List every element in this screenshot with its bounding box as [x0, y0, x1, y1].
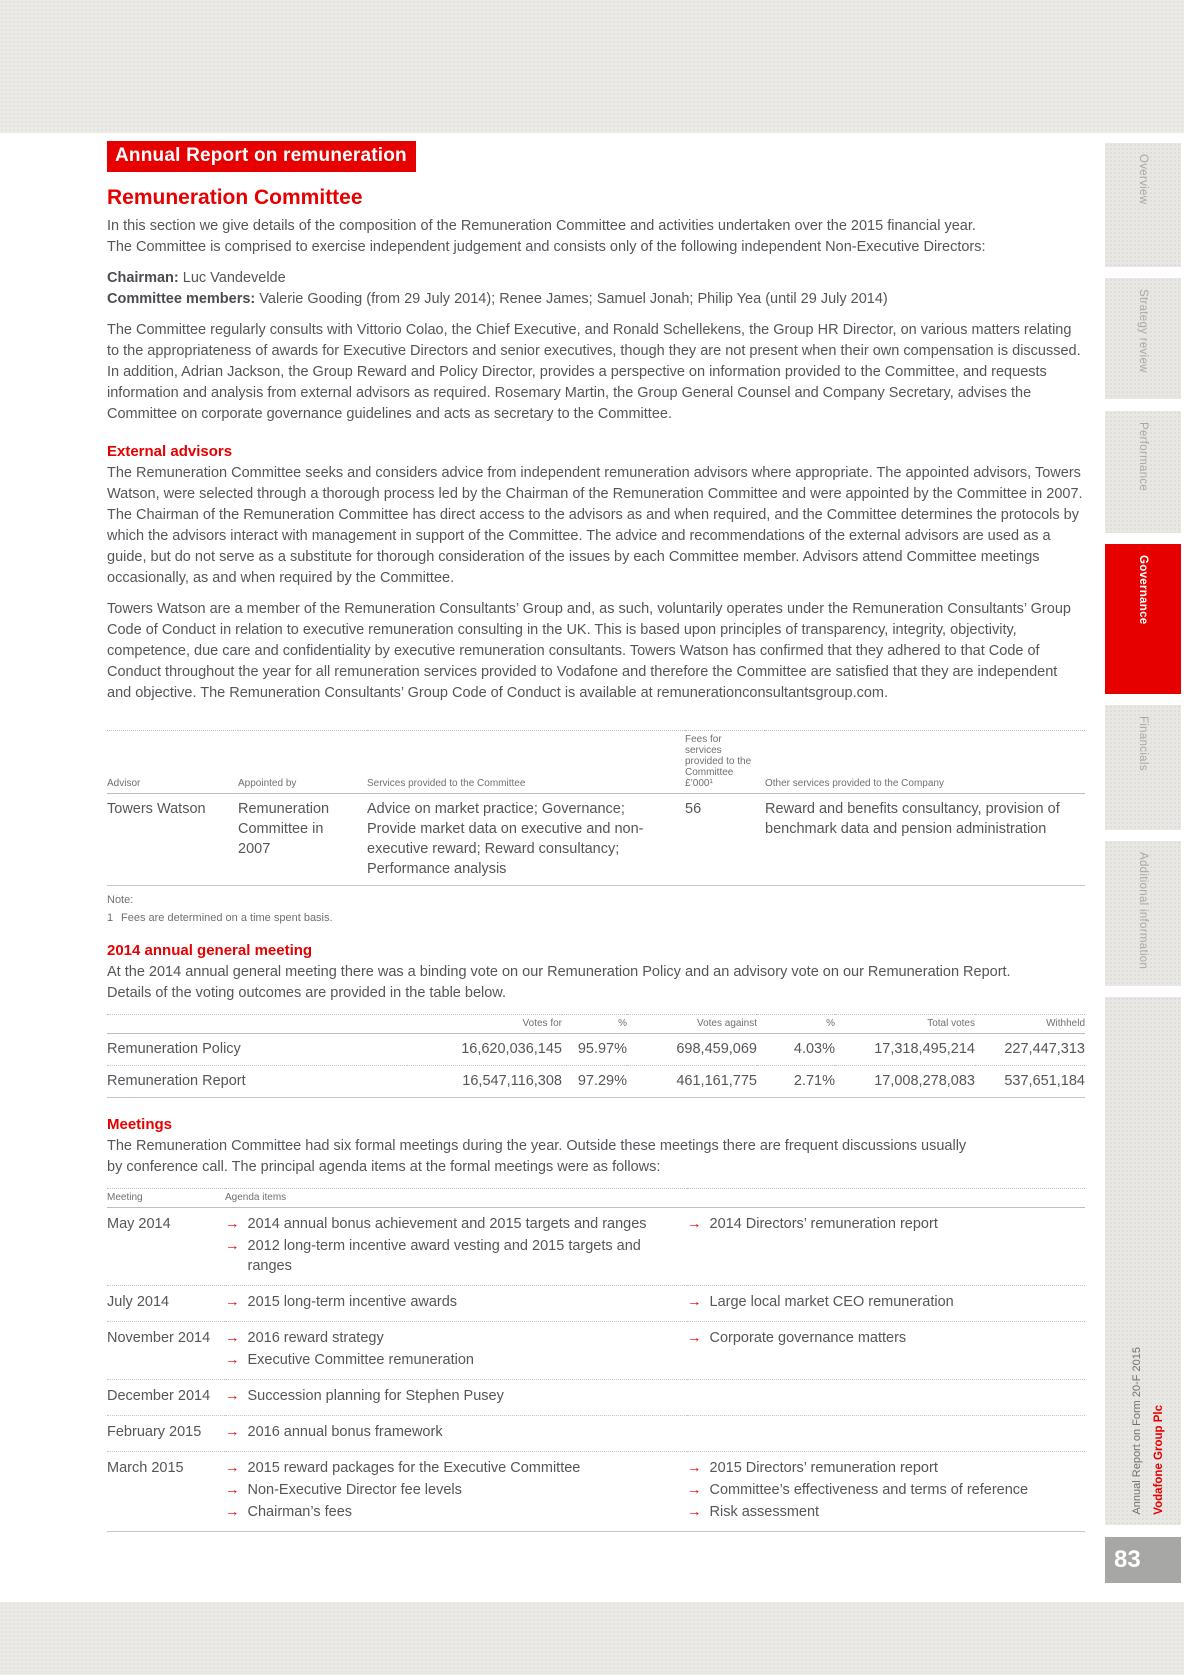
agenda-text: 2015 long-term incentive awards: [247, 1294, 458, 1310]
agenda-item: [687, 1292, 1077, 1312]
agenda-item: [225, 1422, 679, 1442]
header-empty: [107, 1015, 407, 1034]
header-other-services: Other services provided to the Company: [765, 731, 1085, 794]
cell-agenda-left: [225, 1416, 687, 1452]
meetings-line: The Remuneration Committee had six formal meetings during the year. Outside these meetings there are frequent discussions usually: [107, 1138, 967, 1154]
cell-agenda-right: [687, 1380, 1085, 1416]
arrow-right-icon: →: [687, 1216, 702, 1232]
arrow-right-icon: →: [687, 1294, 702, 1310]
top-margin-band: [0, 0, 1184, 133]
agm-heading: 2014 annual general meeting: [107, 942, 313, 959]
advisors-table-row: [107, 794, 1085, 886]
agm-line: At the 2014 annual general meeting there was a binding vote on our Remuneration Policy and an advisory vote on our Remuneration Report.: [107, 964, 1011, 980]
agenda-text: 2012 long-term incentive award vesting and 2015 targets and ranges: [247, 1238, 641, 1274]
agenda-item: [225, 1502, 679, 1522]
cell-meeting: February 2015: [107, 1416, 225, 1452]
members-names: Valerie Gooding (from 29 July 2014); Renee James; Samuel Jonah; Philip Yea (until 29 July 2014): [259, 291, 888, 307]
voting-row-policy: [107, 1034, 1085, 1066]
cell-other-services: Reward and benefits consultancy, provision of benchmark data and pension administration: [765, 794, 1085, 886]
agenda-item: [225, 1350, 679, 1370]
tab-financials-label: Financials: [1137, 716, 1149, 771]
header-fees: Fees for services provided to the Committee £’000¹: [685, 731, 765, 794]
agenda-text: Corporate governance matters: [709, 1330, 907, 1346]
header-total-votes: Total votes: [835, 1015, 975, 1034]
cell-pct-against: 4.03%: [757, 1034, 835, 1066]
tab-performance-label: Performance: [1137, 422, 1149, 492]
header-pct-against: %: [757, 1015, 835, 1034]
agenda-item: [687, 1214, 1077, 1234]
agenda-item: [687, 1458, 1077, 1478]
header-appointed-by: Appointed by: [238, 731, 367, 794]
arrow-right-icon: →: [225, 1504, 240, 1520]
cell-agenda-right: [687, 1452, 1085, 1532]
page-title: Remuneration Committee: [107, 186, 363, 209]
cell-agenda-right: [687, 1322, 1085, 1380]
footer-report-title: Annual Report on Form 20-F 2015: [1131, 1347, 1143, 1515]
cell-agenda-right: [687, 1208, 1085, 1286]
header-services: Services provided to the Committee: [367, 731, 685, 794]
cell-meeting: December 2014: [107, 1380, 225, 1416]
cell-pct-for: 97.29%: [562, 1066, 627, 1098]
tab-financials[interactable]: [1105, 705, 1181, 830]
header-meeting: Meeting: [107, 1189, 225, 1208]
agenda-item: [225, 1386, 679, 1406]
chairman-name: Luc Vandevelde: [182, 270, 286, 286]
members-label: Committee members:: [107, 291, 256, 307]
page-number: 83: [1114, 1546, 1141, 1573]
arrow-right-icon: →: [225, 1424, 240, 1440]
voting-row-report: [107, 1066, 1085, 1098]
tab-performance[interactable]: [1105, 411, 1181, 533]
intro-paragraph: [107, 216, 1085, 258]
chairman-label: Chairman:: [107, 270, 179, 286]
note-label: Note:: [107, 894, 134, 906]
agenda-item: [225, 1214, 679, 1234]
external-advisors-paragraph-2: Towers Watson are a member of the Remuneration Consultants’ Group and, as such, voluntarily operates under the Remuneration Consultants’ Group Code of Conduct in relation to executive remuneration consulting in the UK. This is based upon principles of transparency, integrity, objectivity, competence, due care and confidentiality by executive remuneration consultants. Towers Watson has confirmed that they adhered to that Code of Conduct throughout the year for all remuneration services provided to Vodafone and therefore the Committee are satisfied that they are independent and objective. The Remuneration Consultants’ Group Code of Conduct is available at remunerationconsultantsgroup.com.: [107, 601, 1071, 701]
cell-votes-against: 698,459,069: [627, 1034, 757, 1066]
cell-appointed-by: Remuneration Committee in 2007: [238, 794, 367, 886]
agenda-item: [687, 1328, 1077, 1348]
arrow-right-icon: →: [225, 1216, 240, 1232]
cell-meeting: March 2015: [107, 1452, 225, 1532]
agenda-text: Succession planning for Stephen Pusey: [247, 1388, 504, 1404]
agenda-text: 2015 reward packages for the Executive Committee: [247, 1460, 581, 1476]
header-agenda: Agenda items: [225, 1189, 687, 1208]
agenda-text: Large local market CEO remuneration: [709, 1294, 954, 1310]
advisors-table-header-row: [107, 731, 1085, 794]
arrow-right-icon: →: [687, 1504, 702, 1520]
voting-table-header-row: [107, 1015, 1085, 1034]
tab-overview-label: Overview: [1137, 154, 1149, 205]
arrow-right-icon: →: [225, 1294, 240, 1310]
meeting-row-december-2014: [107, 1380, 1085, 1416]
header-agenda-spacer: [687, 1189, 1085, 1208]
arrow-right-icon: →: [225, 1482, 240, 1498]
tab-strategy-review[interactable]: [1105, 278, 1181, 399]
cell-votes-against: 461,161,775: [627, 1066, 757, 1098]
tab-additional-information[interactable]: [1105, 841, 1181, 986]
committee-composition: [107, 268, 1085, 310]
header-advisor: Advisor: [107, 731, 238, 794]
main-content: [107, 133, 1085, 1532]
cell-total-votes: 17,008,278,083: [835, 1066, 975, 1098]
meetings-table: [107, 1188, 1085, 1532]
arrow-right-icon: →: [687, 1460, 702, 1476]
header-withheld: Withheld: [975, 1015, 1085, 1034]
cell-agenda-left: [225, 1322, 687, 1380]
external-advisors-paragraph-1: The Remuneration Committee seeks and considers advice from independent remuneration advisors where appropriate. The appointed advisors, Towers Watson, were selected through a thorough process led by the Chairman of the Remuneration Committee and were appointed by the Committee in 2007. The Chairman of the Remuneration Committee has direct access to the advisors as and when required, and the Committee determines the protocols by which the advisors interact with management in support of the Committee. The advice and recommendations of the external advisors are used as a guide, but do not serve as a substitute for thorough consideration of the issues by each Committee member. Advisors attend Committee meetings occasionally, as and when required by the Committee.: [107, 465, 1083, 586]
chairman-row: [107, 268, 1085, 289]
cell-votes-for: 16,620,036,145: [407, 1034, 562, 1066]
meetings-line: by conference call. The principal agenda items at the formal meetings were as follows:: [107, 1159, 661, 1175]
intro-line: In this section we give details of the composition of the Remuneration Committee and activities undertaken over the 2015 financial year.: [107, 218, 976, 234]
cell-meeting: May 2014: [107, 1208, 225, 1286]
section-banner: Annual Report on remuneration: [107, 141, 416, 172]
agenda-text: 2016 reward strategy: [247, 1330, 384, 1346]
meeting-row-july-2014: [107, 1286, 1085, 1322]
cell-advisor: Towers Watson: [107, 794, 238, 886]
arrow-right-icon: →: [687, 1330, 702, 1346]
arrow-right-icon: →: [687, 1482, 702, 1498]
arrow-right-icon: →: [225, 1388, 240, 1404]
voting-table: [107, 1014, 1085, 1098]
tab-governance-label: Governance: [1137, 555, 1149, 625]
meetings-table-header-row: [107, 1189, 1085, 1208]
tab-additional-information-label: Additional information: [1137, 852, 1149, 970]
cell-agenda-left: [225, 1452, 687, 1532]
cell-agenda-right: [687, 1416, 1085, 1452]
cell-services: Advice on market practice; Governance; Provide market data on executive and non-executive reward; Reward consultancy; Performance analysis: [367, 794, 685, 886]
agenda-item: [225, 1292, 679, 1312]
agenda-item: [687, 1502, 1077, 1522]
note-text: Fees are determined on a time spent basis.: [121, 912, 333, 924]
cell-total-votes: 17,318,495,214: [835, 1034, 975, 1066]
page-number-badge: [1105, 1537, 1181, 1583]
cell-agenda-left: [225, 1208, 687, 1286]
cell-agenda-left: [225, 1380, 687, 1416]
agenda-text: Chairman’s fees: [247, 1504, 353, 1520]
agenda-item: [225, 1458, 679, 1478]
cell-votes-for: 16,547,116,308: [407, 1066, 562, 1098]
agenda-item: [225, 1480, 679, 1500]
arrow-right-icon: →: [225, 1330, 240, 1346]
agenda-text: 2014 annual bonus achievement and 2015 targets and ranges: [247, 1216, 647, 1232]
meeting-row-may-2014: [107, 1208, 1085, 1286]
agenda-text: Executive Committee remuneration: [247, 1352, 474, 1368]
cell-agenda-left: [225, 1286, 687, 1322]
meetings-paragraph: [107, 1136, 1085, 1178]
agenda-text: 2015 Directors’ remuneration report: [709, 1460, 938, 1476]
cell-pct-against: 2.71%: [757, 1066, 835, 1098]
sidebar-footer-panel: [1105, 997, 1181, 1525]
advisors-table: [107, 730, 1085, 886]
tab-governance[interactable]: [1105, 544, 1181, 694]
cell-meeting: November 2014: [107, 1322, 225, 1380]
agenda-text: Non-Executive Director fee levels: [247, 1482, 462, 1498]
tab-strategy-review-label: Strategy review: [1137, 289, 1149, 373]
cell-label: Remuneration Policy: [107, 1034, 407, 1066]
committee-paragraph: The Committee regularly consults with Vittorio Colao, the Chief Executive, and Ronald Schellekens, the Group HR Director, on various matters relating to the appropriateness of awards for Executive Directors and senior executives, though they are not present when their own compensation is discussed. In addition, Adrian Jackson, the Group Reward and Policy Director, provides a perspective on information provided to the Committee, and requests information and analysis from external advisors as required. Rosemary Martin, the Group General Counsel and Company Secretary, advises the Committee on corporate governance guidelines and acts as secretary to the Committee.: [107, 322, 1081, 422]
header-votes-for: Votes for: [407, 1015, 562, 1034]
cell-agenda-right: [687, 1286, 1085, 1322]
external-advisors-heading: External advisors: [107, 443, 233, 460]
cell-label: Remuneration Report: [107, 1066, 407, 1098]
members-row: [107, 289, 1085, 310]
meetings-heading: Meetings: [107, 1116, 173, 1133]
arrow-right-icon: →: [225, 1460, 240, 1476]
bottom-margin-band: [0, 1602, 1184, 1675]
agenda-item: [225, 1236, 679, 1276]
agenda-item: [225, 1328, 679, 1348]
footer-brand: Vodafone Group Plc: [1153, 1405, 1165, 1515]
cell-withheld: 227,447,313: [975, 1034, 1085, 1066]
tab-overview[interactable]: [1105, 143, 1181, 267]
meeting-row-march-2015: [107, 1452, 1085, 1532]
cell-fees: 56: [685, 794, 765, 886]
agenda-text: Committee’s effectiveness and terms of reference: [709, 1482, 1029, 1498]
cell-pct-for: 95.97%: [562, 1034, 627, 1066]
agenda-text: Risk assessment: [709, 1504, 820, 1520]
agenda-item: [687, 1480, 1077, 1500]
header-votes-against: Votes against: [627, 1015, 757, 1034]
meeting-row-november-2014: [107, 1322, 1085, 1380]
header-pct-for: %: [562, 1015, 627, 1034]
cell-withheld: 537,651,184: [975, 1066, 1085, 1098]
arrow-right-icon: →: [225, 1352, 240, 1368]
agm-line: Details of the voting outcomes are provided in the table below.: [107, 985, 506, 1001]
note-number: 1: [107, 912, 114, 924]
intro-line: The Committee is comprised to exercise independent judgement and consists only of the following independent Non-Executive Directors:: [107, 239, 986, 255]
agenda-text: 2014 Directors’ remuneration report: [709, 1216, 938, 1232]
agm-paragraph: [107, 962, 1085, 1004]
note-1: [107, 912, 1085, 924]
cell-meeting: July 2014: [107, 1286, 225, 1322]
meeting-row-february-2015: [107, 1416, 1085, 1452]
arrow-right-icon: →: [225, 1238, 240, 1254]
agenda-text: 2016 annual bonus framework: [247, 1424, 443, 1440]
